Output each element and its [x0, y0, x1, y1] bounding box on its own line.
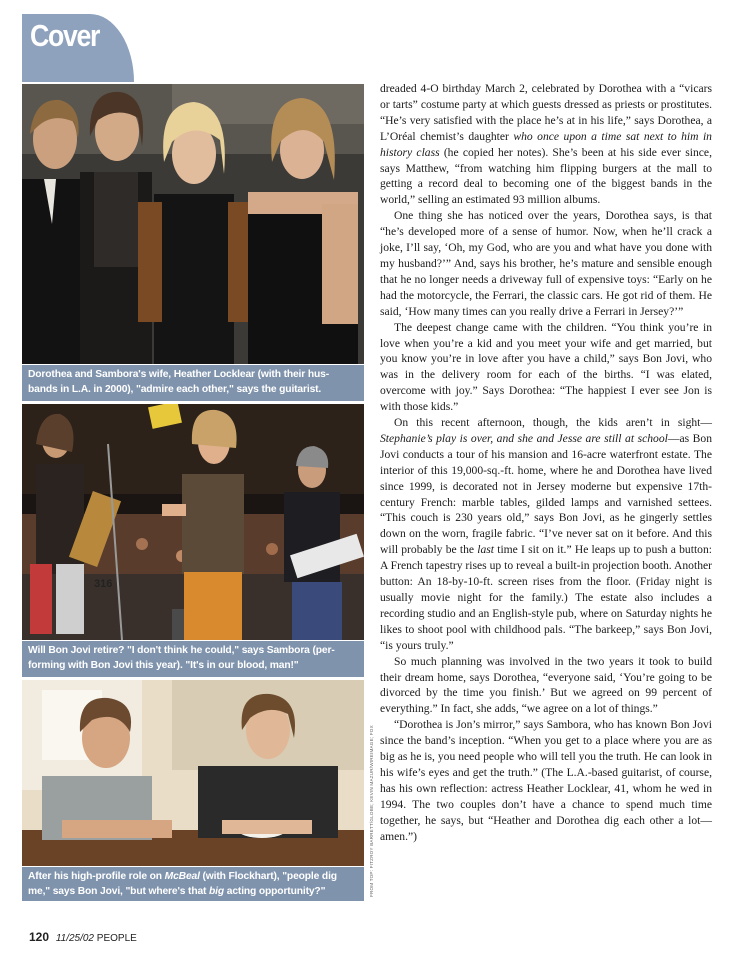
- caption-line: Will Bon Jovi retire? "I don't think he could," says Sambora (per-: [28, 645, 335, 656]
- caption-line: forming with Bon Jovi this year). "It's in our blood, man!": [28, 660, 299, 671]
- section-tab: [22, 14, 134, 82]
- caption-italic: big: [209, 886, 225, 897]
- text-run-italic: last: [477, 543, 494, 557]
- article-paragraph: “Dorothea is Jon’s mirror,” says Sambora, who has known Bon Jovi since the band’s inception. “When you get to a place where you are as big as he is, you need people who will tell you the truth. He can look in his wife’s eyes and get the truth.” (The L.A.-based guitarist, of course, has his own reflection: actress Heather Locklear, 41, whom he wed in 1994. The two couples don’t have a chance to spend much time together, he says, but “Heather and Dorothea dig each other a lot—amen.”): [380, 718, 712, 843]
- issue-date: 11/25/02: [55, 933, 94, 944]
- article-column: [380, 81, 712, 845]
- caption-line: After his high-profile role on McBeal (with Flockhart), "people dig: [28, 871, 337, 882]
- caption-line: Dorothea and Sambora's wife, Heather Locklear (with their hus-: [28, 369, 329, 380]
- section-label: Cover: [30, 18, 100, 53]
- article-paragraph: [380, 415, 712, 654]
- article-paragraph: So much planning was involved in the two years it took to build their dream home, says Dorothea, “everyone said, ‘You’re going to be divorced by the time you finish.’ But we agreed on 99 percent of everything.” In fact, she adds, “we agree on a lot of things.”: [380, 654, 712, 716]
- page-footer: [29, 930, 137, 944]
- text-run: —as Bon Jovi conducts a tour of his mansion and 16-acre waterfront estate. The interior of this 19,000-sq.-ft. home, where he and Dorothea have lived since 1999, is decorated not in Jersey moderne but expensive 17th-century French: marble tables, gilded lamps and varnished settees. “This couch is 230 years old,” says Bon Jovi, as he gingerly settles down on the worn, fragile fabric. “I’ve never sat on it before. And this will probably be the: [380, 431, 712, 557]
- text-run-italic: who once upon a time sat next to him in history class: [380, 129, 712, 159]
- text-run: On this recent afternoon, though, the kids aren’t in sight—: [394, 416, 712, 430]
- photo-tv-scene: [22, 680, 364, 866]
- text-run-italic: Stephanie’s play is over, and she and Jesse are still at school: [380, 431, 668, 445]
- article-paragraph: One thing she has noticed over the years, Dorothea says, is that “he’s developed more of a sense of humor. Now, when he’ll crack a joke, I’ll say, ‘Oh, my God, who are you and what have you done with my husband?’” And, says his brother, he’s mature and sensible enough that he no longer needs a driveway full of expensive toys: “Early on he had the motorcycle, the Ferrari, the classic cars. He got rid of them. He said, ‘How many times can you really drive a Ferrari in Jersey?’”: [380, 209, 712, 318]
- caption-photo-couples: [22, 365, 364, 401]
- text-run: (he copied her notes). She’s been at his side ever since, says Matthew, “from watching him flipping burgers at the mall to getting a record deal to becoming one of the biggest bands in the world,” selling an estimated 93 million albums.: [380, 145, 712, 207]
- caption-italic: McBeal: [164, 871, 200, 882]
- photo-concert: [22, 404, 364, 640]
- magazine-name: PEOPLE: [96, 933, 137, 944]
- photo-couples: [22, 84, 364, 364]
- photo-credit: FROM TOP: FITZROY BARRETT/GLOBE; KEVIN MAZUR/WIREIMAGE; FOX: [369, 725, 374, 897]
- caption-photo-tv-scene: [22, 867, 364, 901]
- caption-line: bands in L.A. in 2000), "admire each other," says the guitarist.: [28, 384, 322, 395]
- stage-sign-text: 316: [94, 578, 113, 590]
- caption-photo-concert: [22, 641, 364, 677]
- text-run: time I sit on it.” He leaps up to push a button: A French tapestry rises up to reveal a built-in projection booth. Another button: An 18-by-10-ft. screen rises from the floor. (Friday night is usually movie night for the family.) The estate also includes a recording studio and an English-style pub, where on Saturday nights he likes to shoot pool with childhood pals. “The barkeep,” says Bon Jovi, “is yours truly.”: [380, 543, 712, 652]
- caption-line: me," says Bon Jovi, "but where's that big acting opportunity?": [28, 886, 326, 897]
- text-run: dreaded 4-O birthday March 2, celebrated by Dorothea with a “vicars or tarts” costume party at which guests dressed as priests or prostitutes. “He’s very satisfied with the place he’s at in his life,” says Dorothea, a L’Oréal chemist’s daughter: [380, 82, 712, 143]
- article-paragraph: [380, 81, 712, 208]
- page-number: 120: [29, 930, 50, 944]
- article-paragraph: The deepest change came with the children. “You think you’re in love when you’re a kid and you meet your wife and get married, but you know you’re in love after you have a child,” says Bon Jovi, who was in the delivery room for each of the births. “I was elated, overcome with joy.” Says Dorothea: “The happiest I ever see Jon is with those kids.”: [380, 320, 712, 414]
